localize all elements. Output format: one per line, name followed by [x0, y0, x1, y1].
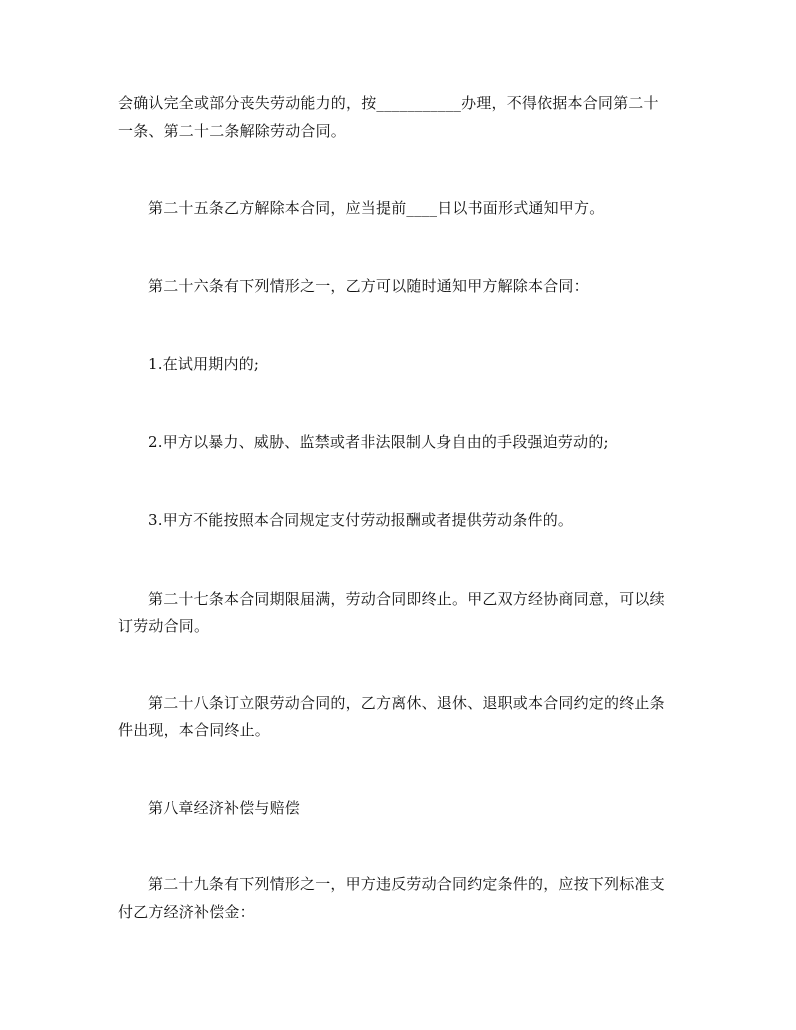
paragraph-line: 第二十六条有下列情形之一，乙方可以随时通知甲方解除本合同：: [148, 277, 589, 295]
list-item: 3.甲方不能按照本合同规定支付劳动报酬或者提供劳动条件的。: [148, 511, 574, 529]
paragraph-line: 一条、第二十二条解除劳动合同。: [118, 122, 347, 140]
paragraph-line: 第二十七条本合同期限届满，劳动合同即终止。甲乙双方经协商同意，可以续: [148, 590, 665, 608]
section-heading: 第八章经济补偿与赔偿: [148, 799, 301, 817]
paragraph-line: 会确认完全或部分丧失劳动能力的，按___________办理，不得依据本合同第二十: [118, 94, 659, 112]
list-item: 2.甲方以暴力、威胁、监禁或者非法限制人身自由的手段强迫劳动的;: [148, 433, 609, 451]
paragraph-line: 第二十五条乙方解除本合同，应当提前____日以书面形式通知甲方。: [148, 199, 605, 217]
paragraph-line: 第二十九条有下列情形之一，甲方违反劳动合同约定条件的，应按下列标准支: [148, 875, 665, 893]
paragraph-line: 付乙方经济补偿金：: [118, 903, 255, 921]
list-item: 1.在试用期内的;: [148, 355, 260, 373]
paragraph-line: 件出现，本合同终止。: [118, 721, 271, 739]
paragraph-line: 第二十八条订立限劳动合同的，乙方离休、退休、退职或本合同约定的终止条: [148, 694, 665, 712]
paragraph-line: 订劳动合同。: [118, 617, 210, 635]
